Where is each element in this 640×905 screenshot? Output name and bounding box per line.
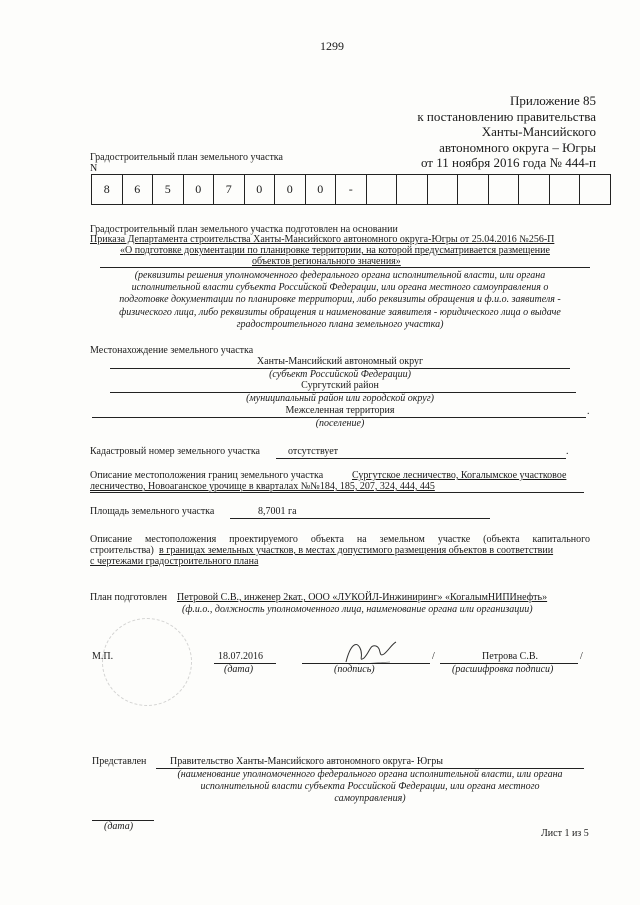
plan-number-cell: 0 xyxy=(244,175,275,205)
basis-order-title-end: объектов регионального значения» xyxy=(252,256,401,267)
location-district-note: (муниципальный район или городской округ) xyxy=(246,393,434,404)
note-line: самоуправления) xyxy=(334,793,406,804)
prepared-note: (ф.и.о., должность уполномоченного лица, наименование органа или организации) xyxy=(182,604,533,615)
plan-number-cell xyxy=(580,175,611,205)
object-label-cont: строительства) xyxy=(90,545,154,556)
object-value: в границах земельных участков, в местах допустимого размещения объектов в соответствии xyxy=(159,545,554,556)
slash: / xyxy=(580,651,583,662)
sheet-number: Лист 1 из 5 xyxy=(541,828,589,839)
underline xyxy=(100,267,590,268)
plan-number-cell xyxy=(427,175,458,205)
appendix-line: Ханты-Мансийского xyxy=(481,124,596,139)
plan-number-cell xyxy=(458,175,489,205)
underline xyxy=(90,492,584,493)
plan-number-cell: 5 xyxy=(153,175,184,205)
plan-number-cell: 0 xyxy=(183,175,214,205)
object-label: Описание местоположения проектируемого объекта на земельном участке (объекта капитального xyxy=(90,534,590,545)
number-label: N xyxy=(90,163,98,174)
presented-label: Представлен xyxy=(92,756,147,767)
plan-number-cell: 0 xyxy=(305,175,336,205)
period: . xyxy=(566,446,569,457)
plan-number-cell xyxy=(549,175,580,205)
cadastral-value: отсутствует xyxy=(288,446,339,457)
appendix-line: от 11 ноября 2016 года № 444-п xyxy=(420,155,596,170)
basis-order: Приказа Департамента строительства Ханты-Мансийского автономного округа-Югры от 25.04.2016 №256-П xyxy=(90,234,555,245)
mp-label: М.П. xyxy=(92,651,114,662)
underline xyxy=(230,518,490,519)
plan-number-cell: 0 xyxy=(275,175,306,205)
plan-number-grid xyxy=(91,174,611,205)
underline xyxy=(276,458,566,459)
appendix-line: автономного округа – Югры xyxy=(439,139,596,155)
boundaries-label: Описание местоположения границ земельного участка xyxy=(90,470,324,481)
plan-number-cell xyxy=(366,175,397,205)
cadastral-label: Кадастровый номер земельного участка xyxy=(90,446,260,457)
object-value-cont: с чертежами градостроительного плана xyxy=(90,556,259,567)
note-line: исполнительной власти субъекта Российской Федерации, или органа местного самоуправления о xyxy=(131,282,549,294)
bottom-date-note: (дата) xyxy=(104,821,134,832)
appendix-line: к постановлению правительства xyxy=(417,108,596,124)
note-line: градостроительного плана земельного участка) xyxy=(236,318,444,330)
prepared-label: План подготовлен xyxy=(90,592,167,603)
plan-number-cell xyxy=(397,175,428,205)
plan-number-cell: - xyxy=(336,175,367,205)
location-settlement-note: (поселение) xyxy=(315,418,365,429)
plan-number-cell xyxy=(519,175,550,205)
signer-name-note: (расшифровка подписи) xyxy=(452,664,554,675)
sign-date: 18.07.2016 xyxy=(218,651,263,662)
note-line: (наименование уполномоченного федерального органа исполнительной власти, или органа xyxy=(177,769,563,780)
basis-note xyxy=(90,270,590,331)
slash: / xyxy=(432,651,435,662)
location-subject: Ханты-Мансийский автономный округ xyxy=(256,356,424,367)
presented-value: Правительство Ханты-Мансийского автономного округа- Югры xyxy=(170,756,443,767)
presented-note xyxy=(156,769,584,805)
period: . xyxy=(587,406,590,417)
sign-date-note: (дата) xyxy=(224,664,254,675)
basis-order-title: «О подготовке документации по планировке территории, на которой предусматривается размещение xyxy=(120,245,550,256)
plan-number-cell: 6 xyxy=(122,175,153,205)
location-district: Сургутский район xyxy=(301,380,379,391)
signer-name: Петрова С.В. xyxy=(482,651,539,662)
location-label: Местонахождение земельного участка xyxy=(90,345,254,356)
area-value: 8,7001 га xyxy=(258,506,297,517)
note-line: (реквизиты решения уполномоченного федерального органа исполнительной власти, или органа xyxy=(134,270,546,281)
plan-title: Градостроительный план земельного участка xyxy=(90,152,283,163)
note-line: исполнительной власти субъекта Российской Федерации, или органа местного xyxy=(200,781,540,792)
location-subject-note: (субъект Российской Федерации) xyxy=(269,369,411,380)
page-number: 1299 xyxy=(320,39,344,53)
appendix-header xyxy=(417,93,596,171)
plan-number-cell: 8 xyxy=(92,175,123,205)
appendix-line: Приложение 85 xyxy=(509,93,596,108)
sign-note: (подпись) xyxy=(334,664,375,675)
boundaries-value: Сургутское лесничество, Когалымское участковое xyxy=(352,470,567,481)
note-line: подготовке документации по планировке территории, либо реквизиты обращения и ф.и.о. заявителя - xyxy=(119,294,561,306)
boundaries-value-cont: лесничество, Новоаганское урочище в кварталах №№184, 185, 207, 324, 444, 445 xyxy=(90,481,435,492)
location-settlement: Межселенная территория xyxy=(285,405,395,416)
plan-number-cell: 7 xyxy=(214,175,245,205)
note-line: физического лица, либо реквизиты обращения и наименование заявителя - юридического лица о выдаче xyxy=(119,306,561,318)
prepared-value: Петровой С.В., инженер 2кат., ООО «ЛУКОЙЛ-Инжиниринг» «КогалымНИПИнефть» xyxy=(177,592,548,603)
plan-number-cell xyxy=(488,175,519,205)
area-label: Площадь земельного участка xyxy=(90,506,215,517)
stamp-imprint xyxy=(102,618,192,706)
basis-intro: Градостроительный план земельного участка подготовлен на основании xyxy=(90,224,398,235)
